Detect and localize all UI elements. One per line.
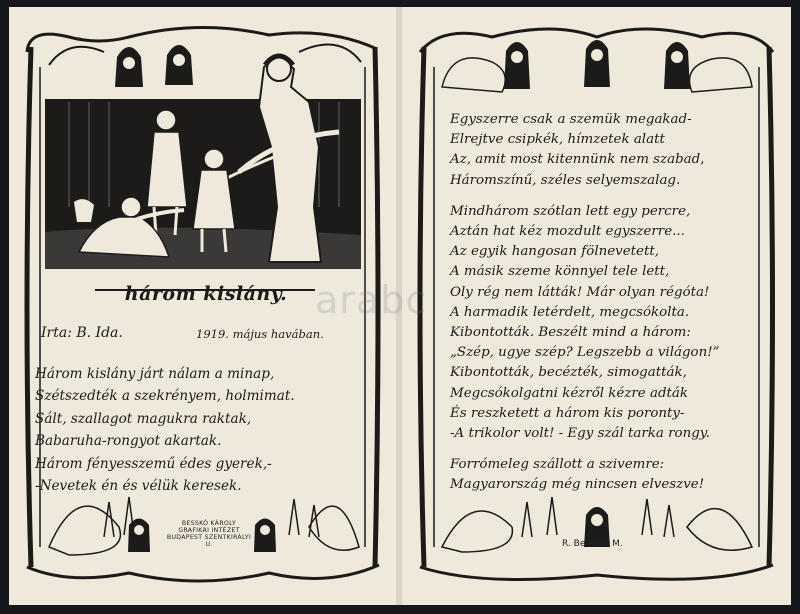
poem-line: A másik szeme könnyel tele lett,: [450, 264, 670, 280]
right-card: [402, 7, 791, 605]
poem-line: Forrómeleg szállott a szivemre:: [450, 457, 665, 473]
date-line: 1919. május havában.: [196, 327, 324, 341]
poem-line: -A trikolor volt! - Egy szál tarka rongy.: [450, 426, 710, 442]
printer-mark: BESSKÓ KÁROLY GRAFIKAI INTÉZET BUDAPEST SZENTKIRÁLYI U.: [166, 520, 252, 548]
poem-line: „Szép, ugye szép? Legszebb a világon!”: [450, 345, 720, 361]
poem-line: Háromszínű, széles selyemszalag.: [450, 172, 681, 188]
poem-line: Az egyik hangosan fölnevetett,: [450, 244, 659, 260]
poem-title: három kislány.: [124, 283, 288, 305]
poem-left: [35, 363, 375, 497]
poem-line: Szétszedték a szekrényem, holmimat.: [35, 388, 295, 405]
poem-line: Oly rég nem látták! Már olyan régóta!: [450, 284, 710, 300]
author-line: Irta: B. Ida.: [41, 325, 123, 341]
poem-line: Babaruha-rongyot akartak.: [35, 433, 222, 450]
poem-line: Három kislány járt nálam a minap,: [35, 366, 275, 382]
poem-line: Aztán hat kéz mozdult egyszerre...: [450, 224, 685, 240]
poem-line: Megcsókolgatni kézről kézre adták: [450, 385, 689, 401]
poem-line: -Nevetek én és vélük keresek.: [35, 478, 242, 495]
poem-line: Egyszerre csak a szemük megakad-: [450, 112, 692, 127]
poem-line: Kibontották. Beszélt mind a három:: [450, 325, 691, 341]
poem-line: Az, amit most kitennünk nem szabad,: [450, 152, 705, 168]
poem-line: És reszketett a három kis poronty-: [450, 405, 685, 421]
poem-line: Magyarország még nincsen elveszve!: [450, 477, 705, 493]
artist-signature: R. Bereczk M.: [562, 539, 623, 549]
poem-line: A harmadik letérdelt, megcsókolta.: [450, 304, 690, 320]
watermark: arabc: [315, 278, 428, 322]
poem-line: Három fényesszemű édes gyerek,-: [35, 455, 272, 472]
poem-line: Sált, szallagot magukra raktak,: [35, 410, 252, 427]
poem-line: Elrejtve csipkék, hímzetek alatt: [450, 132, 665, 148]
poem-line: Mindhárom szótlan lett egy percre,: [450, 203, 691, 219]
poem-right: [450, 110, 780, 496]
poem-line: Kibontották, becézték, simogatták,: [450, 365, 687, 381]
